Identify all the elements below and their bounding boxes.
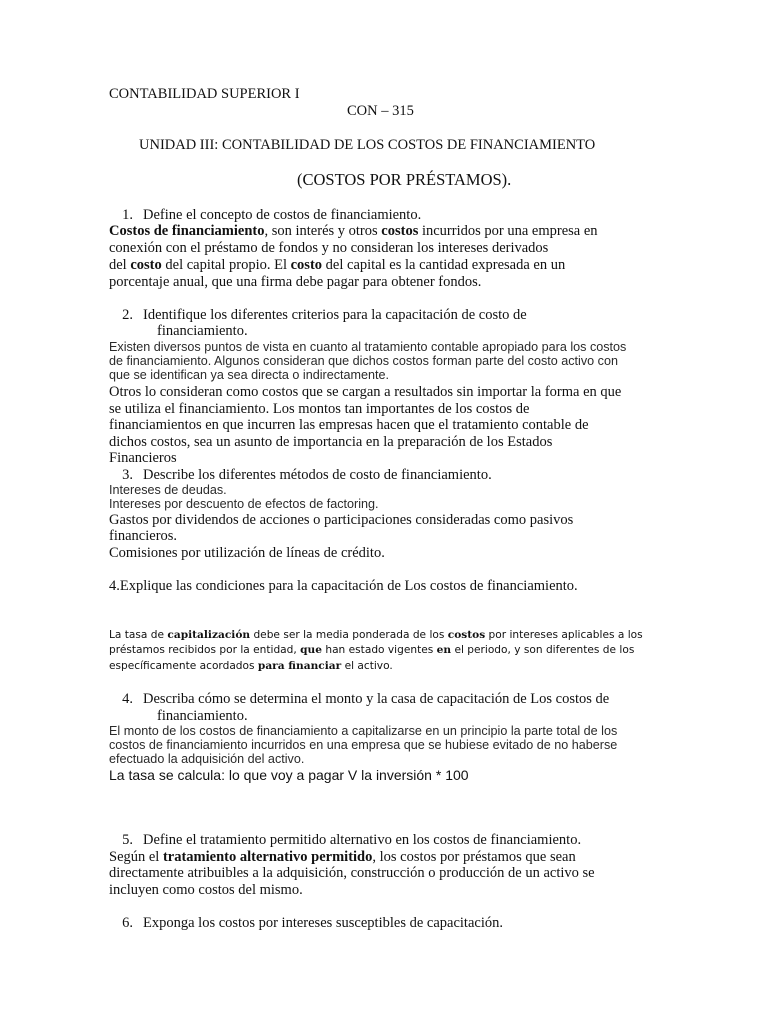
answer-2-sans-2: de financiamiento. Algunos consideran que dichos costos forman parte del costo activo con — [109, 354, 618, 368]
question-4-describe — [109, 691, 609, 708]
question-number: 3. — [122, 467, 133, 483]
answer-1-line-4: porcentaje anual, que una firma debe pagar para obtener fondos. — [109, 274, 482, 290]
question-text: Exponga los costos por intereses susceptibles de capacitación. — [143, 915, 503, 931]
answer-5-line-2: directamente atribuibles a la adquisición, construcción o producción de un activo se — [109, 865, 595, 881]
question-text: Define el tratamiento permitido alternativo en los costos de financiamiento. — [143, 832, 582, 848]
course-code: CON – 315 — [347, 103, 414, 119]
answer-2-sans-1: Existen diversos puntos de vista en cuanto al tratamiento contable apropiado para los costos — [109, 340, 627, 354]
answer-3-sans-1: Intereses de deudas. — [109, 483, 227, 497]
answer-4-line-1: La tasa de capitalización debe ser la media ponderada de los costos por intereses aplicables a los — [109, 629, 643, 641]
answer-2-line-5: Financieros — [109, 450, 177, 466]
question-6 — [109, 915, 503, 932]
unit-subtitle: (COSTOS POR PRÉSTAMOS). — [297, 170, 512, 189]
question-text: Describe los diferentes métodos de costo de financiamiento. — [143, 467, 492, 483]
answer-1-line-3: del costo del capital propio. El costo del capital es la cantidad expresada en un — [109, 257, 566, 273]
answer-3-sans-2: Intereses por descuento de efectos de factoring. — [109, 497, 379, 511]
question-number: 5. — [122, 832, 133, 848]
answer-4b-sans-1: El monto de los costos de financiamiento a capitalizarse en un principio la parte total de los — [109, 724, 618, 738]
question-text: Describa cómo se determina el monto y la casa de capacitación de Los costos de — [143, 691, 610, 707]
answer-1-line-1: Costos de financiamiento, son interés y otros costos incurridos por una empresa en — [109, 223, 598, 239]
answer-4b-formula: La tasa se calcula: lo que voy a pagar V la inversión * 100 — [109, 767, 469, 783]
answer-2-line-4: dichos costos, sea un asunto de importancia en la preparación de los Estados — [109, 434, 553, 450]
answer-2-line-2: se utiliza el financiamiento. Los montos tan importantes de los costos de — [109, 401, 530, 417]
answer-3-line-2: financieros. — [109, 528, 178, 544]
answer-4-line-2: préstamos recibidos por la entidad, que han estado vigentes en el periodo, y son diferentes de los — [109, 644, 635, 656]
answer-1-line-2: conexión con el préstamo de fondos y no consideran los intereses derivados — [109, 240, 549, 256]
answer-2-sans-3: que se identifican ya sea directa o indirectamente. — [109, 368, 390, 382]
question-text: Identifique los diferentes criterios para la capacitación de costo de — [143, 307, 527, 323]
answer-5-line-3: incluyen como costos del mismo. — [109, 882, 303, 898]
course-title: CONTABILIDAD SUPERIOR I — [109, 86, 300, 102]
answer-3-line-3: Comisiones por utilización de líneas de crédito. — [109, 545, 385, 561]
question-number: 6. — [122, 915, 133, 931]
question-number: 4. — [122, 691, 133, 707]
unit-title: UNIDAD III: CONTABILIDAD DE LOS COSTOS DE FINANCIAMIENTO — [139, 137, 596, 153]
answer-2-line-1: Otros lo consideran como costos que se cargan a resultados sin importar la forma en que — [109, 384, 622, 400]
question-3 — [109, 467, 492, 484]
question-number: 1. — [122, 207, 133, 223]
question-4-explain: 4.Explique las condiciones para la capacitación de Los costos de financiamiento. — [109, 578, 578, 594]
question-5 — [109, 832, 581, 849]
answer-4b-sans-2: costos de financiamiento incurridos en una empresa que se hubiese evitado de no haberse — [109, 738, 618, 752]
question-number: 2. — [122, 307, 133, 323]
answer-5-line-1: Según el tratamiento alternativo permitido, los costos por préstamos que sean — [109, 849, 576, 865]
question-4-line-2: financiamiento. — [157, 708, 248, 724]
question-1 — [109, 207, 421, 224]
question-2-line-2: financiamiento. — [157, 323, 248, 339]
question-text: Define el concepto de costos de financiamiento. — [143, 207, 422, 223]
answer-4-line-3: específicamente acordados para financiar el activo. — [109, 660, 393, 672]
answer-4b-sans-3: efectuado la adquisición del activo. — [109, 752, 305, 766]
answer-3-line-1: Gastos por dividendos de acciones o participaciones consideradas como pasivos — [109, 512, 574, 528]
question-2 — [109, 307, 527, 324]
answer-2-line-3: financiamientos en que incurren las empresas hacen que el tratamiento contable de — [109, 417, 589, 433]
